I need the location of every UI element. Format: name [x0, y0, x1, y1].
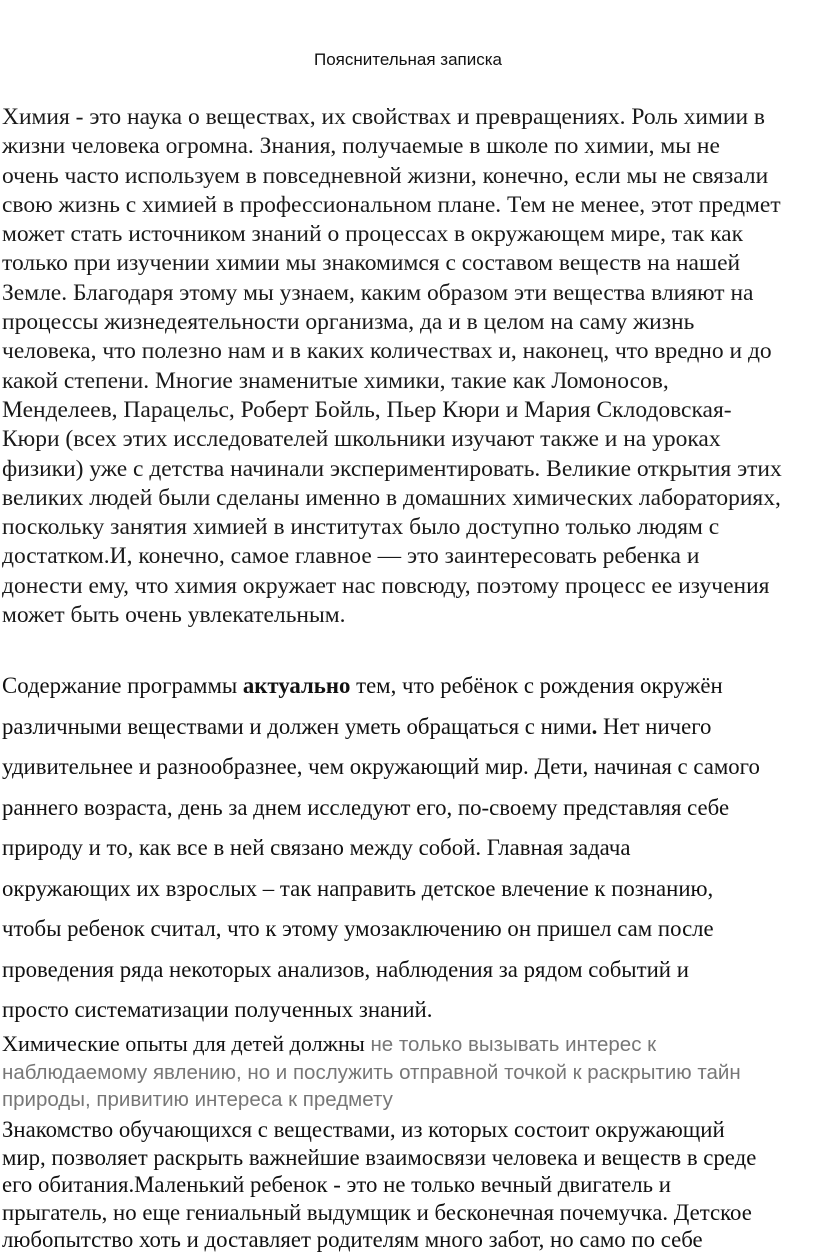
text-line: наблюдаемому явлению, но и послужить отправной точкой к раскрытию тайн	[2, 1060, 741, 1084]
text-line: просто систематизации полученных знаний.	[2, 997, 433, 1022]
text-line: его обитания.Маленький ребенок - это не только вечный двигатель и	[2, 1172, 671, 1198]
text-line: донести ему, что химия окружает нас повсюду, поэтому процесс ее изучения	[2, 572, 770, 599]
text-line: Химия - это наука о веществах, их свойствах и превращениях. Роль химии в	[2, 104, 765, 130]
text-line: природу и то, как все в ней связано между собой. Главная задача	[2, 835, 631, 860]
text-line: Менделеев, Парацельс, Роберт Бойль, Пьер Кюри и Мария Склодовская-	[2, 396, 732, 423]
text-line: проведения ряда некоторых анализов, наблюдения за рядом событий и	[2, 956, 689, 982]
text-run: тем, что ребёнок с рождения окружён	[350, 673, 723, 698]
text-line: Кюри (всех этих исследователей школьники изучают также и на уроках	[2, 426, 721, 453]
text-line: может стать источником знаний о процессах в окружающем мире, так как	[2, 221, 744, 248]
text-line: великих людей были сделаны именно в домашних химических лабораториях,	[2, 484, 781, 511]
text-line: процессы жизнедеятельности организма, да и в целом на саму жизнь	[2, 309, 695, 336]
text-line: физики) уже с детства начинали экспериментировать. Великие открытия этих	[2, 455, 782, 482]
text-run: Содержание программы	[2, 673, 243, 698]
text-line: мир, позволяет раскрыть важнейшие взаимосвязи человека и веществ в среде	[2, 1144, 757, 1170]
text-line: окружающих их взрослых – так направить детское влечение к познанию,	[2, 875, 714, 901]
text-line: свою жизнь с химией в профессиональном плане. Тем не менее, этот предмет	[2, 191, 781, 218]
text-line: чтобы ребенок считал, что к этому умозаключению он пришел сам после	[2, 916, 714, 941]
text-run: различными веществами и должен уметь обращаться с ними	[2, 713, 592, 739]
text-line: раннего возраста, день за днем исследуют его, по-своему представляя себе	[2, 794, 730, 820]
text-line: природы, привитию интереса к предмету	[2, 1088, 393, 1112]
lead-phrase: Химические опыты для детей должны	[2, 1031, 365, 1056]
text-run: Нет ничего	[597, 713, 712, 739]
text-line: поскольку занятия химией в институтах было доступно только людям с	[2, 514, 720, 541]
text-line: любопытство хоть и доставляет родителям много забот, но само по себе	[2, 1227, 703, 1253]
text-line: удивительнее и разнообразнее, чем окружающий мир. Дети, начиная с самого	[2, 754, 760, 779]
bold-term: актуально	[242, 673, 351, 698]
grey-text: не только вызывать интерес к	[364, 1033, 657, 1056]
paragraph-intro	[2, 103, 816, 630]
text-line: жизни человека огромна. Знания, получаемые в школе по химии, мы не	[2, 133, 720, 160]
text-line: может быть очень увлекательным.	[2, 602, 346, 629]
paragraph-experiments	[2, 1030, 816, 1114]
paragraph-acquaintance	[2, 1116, 816, 1254]
paragraph-relevance	[2, 666, 816, 1031]
text-line	[2, 666, 816, 707]
text-line: только при изучении химии мы знакомимся с составом веществ на нашей	[2, 250, 741, 277]
text-line: Знакомство обучающихся с веществами, из которых состоит окружающий	[2, 1117, 725, 1142]
text-line	[2, 1030, 816, 1059]
text-line: достатком.И, конечно, самое главное — это заинтересовать ребенка и	[2, 543, 700, 570]
page-title: Пояснительная записка	[313, 50, 502, 69]
text-line: какой степени. Многие знаменитые химики, такие как Ломоносов,	[2, 367, 669, 394]
text-line: Земле. Благодаря этому мы узнаем, каким образом эти вещества влияют на	[2, 279, 754, 306]
text-line	[2, 707, 816, 748]
text-line: прыгатель, но еще гениальный выдумщик и бесконечная почемучка. Детское	[2, 1199, 752, 1225]
text-line: очень часто используем в повседневной жизни, конечно, если мы не связали	[2, 162, 769, 189]
bold-period: .	[591, 713, 598, 739]
text-line: человека, что полезно нам и в каких количествах и, наконец, что вредно и до	[2, 338, 772, 365]
